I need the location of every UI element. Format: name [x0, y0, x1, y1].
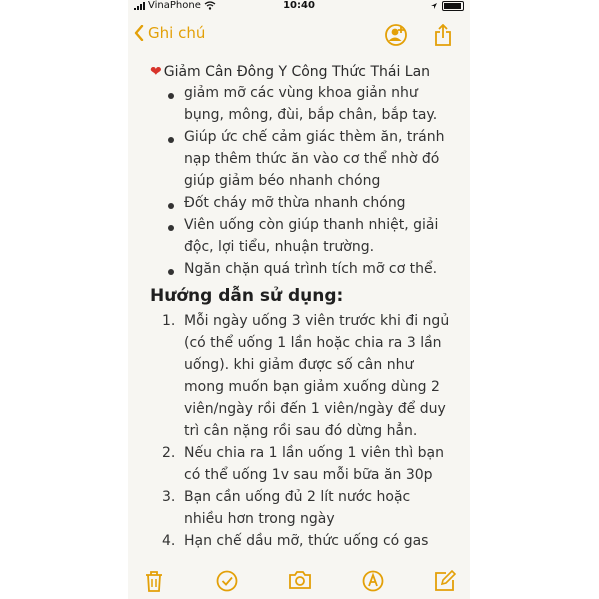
step-line: Nếu chia ra 1 lần uống 1 viên thì bạn: [184, 445, 444, 461]
back-chevron-icon: [134, 25, 144, 41]
bullet-line: Viên uống còn giúp thanh nhiệt, giải: [184, 217, 439, 233]
note-title: ❤ Giảm Cân Đông Y Công Thức Thái Lan: [150, 64, 431, 80]
trash-icon[interactable]: [144, 570, 164, 592]
share-icon[interactable]: [434, 24, 452, 46]
bullet-line: giảm mỡ các vùng khoa giản như: [184, 85, 418, 101]
step-line: (có thể uống 1 lần hoặc chia ra 3 lần: [184, 335, 442, 351]
navigation-bar: [128, 18, 470, 52]
bullet-icon: [168, 269, 174, 275]
location-icon: [430, 2, 438, 10]
step-line: Bạn cần uống đủ 2 lít nước hoặc: [184, 489, 411, 505]
step-number: 1.: [162, 313, 176, 329]
step-line: uống). khi giảm được số cân như: [184, 357, 414, 373]
markup-icon[interactable]: [362, 570, 384, 592]
clock: 10:40: [283, 0, 315, 11]
step-number: 2.: [162, 445, 176, 461]
step-line: trì cân nặng rồi sau đó dừng hẳn.: [184, 423, 418, 439]
section-heading: Hướng dẫn sử dụng:: [150, 286, 344, 306]
step-number: 3.: [162, 489, 176, 505]
bullet-line: Đốt cháy mỡ thừa nhanh chóng: [184, 195, 406, 211]
back-label: Ghi chú: [148, 24, 206, 42]
bullet-icon: [168, 137, 174, 143]
camera-icon[interactable]: [288, 570, 312, 590]
step-line: nhiều hơn trong ngày: [184, 511, 335, 527]
bullet-icon: [168, 225, 174, 231]
step-line: có thể uống 1v sau mỗi bữa ăn 30p: [184, 467, 433, 483]
bullet-line: bụng, mông, đùi, bắp chân, bắp tay.: [184, 107, 438, 123]
heart-icon: ❤: [150, 64, 162, 80]
carrier-label: VinaPhone: [148, 0, 201, 11]
bullet-line: giúp giảm béo nhanh chóng: [184, 173, 381, 189]
compose-icon[interactable]: [434, 570, 456, 592]
bullet-line: độc, lợi tiểu, nhuận trường.: [184, 239, 375, 255]
step-line: Hạn chế dầu mỡ, thức uống có gas: [184, 533, 429, 549]
status-bar: [128, 0, 470, 14]
bullet-line: Ngăn chặn quá trình tích mỡ cơ thể.: [184, 261, 438, 277]
step-line: mong muốn bạn giảm xuống dùng 2: [184, 379, 440, 395]
bullet-line: nạp thêm thức ăn vào cơ thể nhờ đó: [184, 151, 440, 167]
bullet-line: Giúp ức chế cảm giác thèm ăn, tránh: [184, 129, 445, 145]
phone-screen: [128, 0, 470, 599]
bullet-icon: [168, 203, 174, 209]
step-line: viên/ngày rồi đến 1 viên/ngày để duy: [184, 401, 446, 417]
back-button[interactable]: [134, 24, 205, 42]
step-number: 4.: [162, 533, 176, 549]
step-line: Mỗi ngày uống 3 viên trước khi đi ngủ: [184, 313, 450, 329]
checklist-icon[interactable]: [216, 570, 238, 592]
bottom-toolbar: [128, 566, 470, 596]
add-person-icon[interactable]: [384, 24, 408, 46]
bullet-icon: [168, 93, 174, 99]
battery-icon: [442, 1, 464, 11]
